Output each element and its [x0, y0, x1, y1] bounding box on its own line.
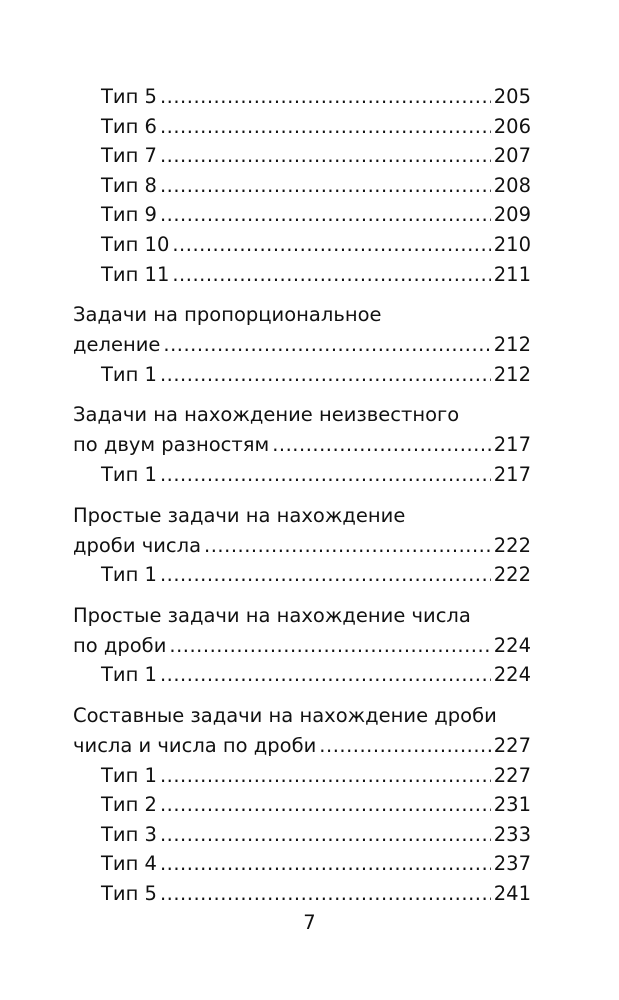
toc-entry-page: 217 — [493, 462, 531, 486]
section-title-line — [73, 430, 531, 460]
dot-leader — [169, 631, 490, 661]
dot-leader — [160, 560, 491, 590]
toc-entry-page: 241 — [493, 881, 531, 905]
dot-leader — [160, 761, 491, 791]
section-title-end: числа и числа по дроби — [73, 733, 317, 757]
toc-entry-page: 207 — [493, 144, 531, 168]
toc-entry-page: 212 — [493, 362, 531, 386]
toc-entry-page: 224 — [493, 663, 531, 687]
dot-leader — [160, 879, 491, 909]
toc-entry — [73, 790, 531, 820]
dot-leader — [172, 230, 490, 260]
toc-entry-label: Тип 9 — [101, 203, 157, 227]
section-title-end: по дроби — [73, 633, 167, 657]
section-title-line — [73, 631, 531, 661]
dot-leader — [160, 790, 491, 820]
dot-leader — [160, 460, 491, 490]
toc-entry-page: 206 — [493, 114, 531, 138]
toc-entry-page: 231 — [493, 793, 531, 817]
toc-entry-label: Тип 11 — [101, 262, 170, 286]
dot-leader — [160, 360, 491, 390]
toc-section — [73, 399, 531, 489]
toc-entry-label: Тип 6 — [101, 114, 157, 138]
section-title-end: по двум разностям — [73, 433, 270, 457]
dot-leader — [204, 531, 491, 561]
toc-entry-label: Тип 5 — [101, 881, 157, 905]
toc-entry-label: Тип 1 — [101, 462, 157, 486]
toc-entry-label: Тип 1 — [101, 763, 157, 787]
toc-entry-label: Тип 10 — [101, 232, 170, 256]
toc-entry — [73, 660, 531, 690]
toc-entry-label: Тип 1 — [101, 563, 157, 587]
toc-entry-page: 209 — [493, 203, 531, 227]
page-number: 7 — [303, 911, 316, 934]
section-title: Задачи на пропорциональное — [73, 303, 382, 327]
toc-entry-page: 211 — [493, 262, 531, 286]
section-title-line — [73, 731, 531, 761]
toc-entry — [73, 260, 531, 290]
toc-entry-page: 222 — [493, 563, 531, 587]
toc-entry — [73, 460, 531, 490]
toc-group-continued — [73, 82, 531, 289]
table-of-contents — [73, 82, 531, 908]
toc-entry-page: 237 — [493, 852, 531, 876]
toc-entry — [73, 560, 531, 590]
section-title: Простые задачи на нахождение — [73, 503, 406, 527]
toc-entry — [73, 230, 531, 260]
toc-entry-label: Тип 1 — [101, 362, 157, 386]
dot-leader — [172, 260, 490, 290]
dot-leader — [160, 171, 491, 201]
section-title: Задачи на нахождение неизвестного — [73, 403, 460, 427]
toc-entry-page: 233 — [493, 822, 531, 846]
toc-entry — [73, 879, 531, 909]
section-page: 222 — [493, 533, 531, 557]
toc-entry-label: Тип 1 — [101, 663, 157, 687]
dot-leader — [160, 849, 491, 879]
toc-entry-label: Тип 7 — [101, 144, 157, 168]
toc-entry-label: Тип 8 — [101, 173, 157, 197]
dot-leader — [160, 82, 491, 112]
dot-leader — [160, 112, 491, 142]
section-page: 217 — [493, 433, 531, 457]
section-page: 212 — [493, 333, 531, 357]
section-title-line — [73, 531, 531, 561]
toc-section — [73, 700, 531, 909]
toc-entry — [73, 82, 531, 112]
toc-entry-page: 208 — [493, 173, 531, 197]
section-title-end: деление — [73, 333, 161, 357]
toc-section — [73, 500, 531, 590]
toc-entry-label: Тип 4 — [101, 852, 157, 876]
dot-leader — [163, 330, 490, 360]
toc-entry-page: 205 — [493, 85, 531, 108]
section-page: 227 — [493, 733, 531, 757]
toc-entry — [73, 849, 531, 879]
dot-leader — [160, 660, 491, 690]
toc-entry — [73, 171, 531, 201]
toc-section — [73, 600, 531, 690]
toc-entry-page: 210 — [493, 232, 531, 256]
toc-entry — [73, 112, 531, 142]
toc-entry — [73, 141, 531, 171]
toc-entry — [73, 200, 531, 230]
dot-leader — [160, 141, 491, 171]
section-title: Простые задачи на нахождение числа — [73, 603, 471, 627]
section-title-end: дроби числа — [73, 533, 202, 557]
toc-section — [73, 299, 531, 389]
toc-entry — [73, 820, 531, 850]
dot-leader — [160, 820, 491, 850]
toc-entry-page: 227 — [493, 763, 531, 787]
dot-leader — [272, 430, 491, 460]
section-title-line — [73, 330, 531, 360]
toc-entry — [73, 761, 531, 791]
dot-leader — [319, 731, 490, 761]
toc-entry-label: Тип 5 — [101, 85, 157, 108]
toc-entry-label: Тип 2 — [101, 793, 157, 817]
dot-leader — [160, 200, 491, 230]
section-title: Составные задачи на нахождение дроби — [73, 703, 497, 727]
toc-entry — [73, 360, 531, 390]
section-page: 224 — [493, 633, 531, 657]
toc-entry-label: Тип 3 — [101, 822, 157, 846]
